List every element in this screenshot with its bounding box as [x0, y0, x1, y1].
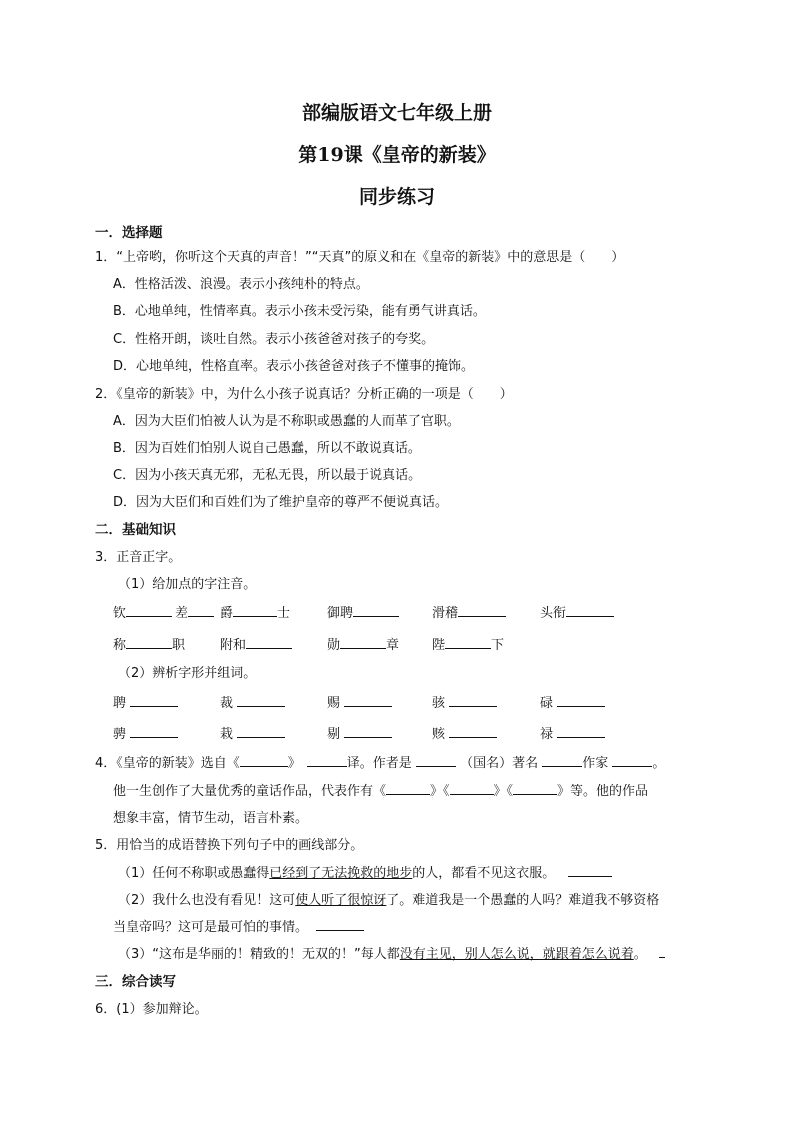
answer-blank[interactable] — [445, 634, 491, 649]
pinyin-word: 头衔 — [540, 606, 567, 621]
pinyin-item — [220, 634, 292, 653]
q5-text: （3）“这布是华丽的！精致的！无双的！”每人都 — [118, 947, 400, 962]
word-item — [432, 723, 497, 742]
lesson-title: 第19课《皇帝的新装》 — [298, 144, 496, 166]
underlined-phrase: 已经到了无法挽救的地步 — [269, 866, 413, 881]
answer-blank[interactable] — [316, 916, 364, 931]
word-item — [540, 723, 605, 742]
answer-blank[interactable] — [126, 602, 172, 617]
q4-text: 作家 — [582, 756, 609, 771]
word-char: 栽 — [220, 727, 234, 742]
question-3-sub1: （1）给加点的字注音。 — [118, 577, 257, 592]
pinyin-item — [220, 602, 290, 621]
question-3-sub2: （2）辨析字形并组词。 — [118, 666, 257, 681]
answer-blank[interactable] — [513, 780, 557, 795]
answer-blank[interactable] — [344, 692, 392, 707]
word-char: 赐 — [327, 696, 341, 711]
question-2-option-c: C．因为小孩天真无邪，无私无畏，所以最于说真话。 — [113, 468, 422, 483]
q5-text: 当皇帝吗？这可是最可怕的事情。 — [113, 920, 309, 935]
question-5-sentence-3 — [118, 943, 665, 962]
answer-blank[interactable] — [344, 723, 392, 738]
word-char: 骇 — [432, 696, 446, 711]
word-char: 剔 — [327, 727, 341, 742]
question-5-stem: 5．用恰当的成语替换下列句子中的画线部分。 — [95, 838, 364, 853]
question-2-option-b: B．因为百姓们怕别人说自己愚蠢，所以不敢说真话。 — [113, 441, 421, 456]
pinyin-item — [327, 634, 399, 653]
question-1-option-a: A．性格活泼、浪漫。表示小孩纯朴的特点。 — [113, 277, 369, 292]
answer-blank[interactable] — [449, 692, 497, 707]
question-2-option-a: A．因为大臣们怕被人认为是不称职或愚蠢的人而革了官职。 — [113, 414, 460, 429]
q4-text: 4．《皇帝的新装》选自《 — [95, 756, 240, 771]
q4-text: 》等。他的作品 — [557, 784, 649, 799]
q4-text: 》《 — [493, 784, 514, 799]
question-1-option-d: D．心地单纯，性格直率。表示小孩爸爸对孩子不懂事的掩饰。 — [113, 359, 475, 374]
q4-text: 》《 — [430, 784, 450, 799]
word-item — [540, 692, 605, 711]
section-heading-basics: 二．基础知识 — [95, 522, 176, 538]
exercise-title: 同步练习 — [358, 186, 435, 208]
answer-blank[interactable] — [130, 723, 178, 738]
question-5-sentence-1 — [118, 862, 612, 881]
question-5-sentence-2-cont — [113, 916, 364, 935]
q4-text: 》 — [287, 756, 301, 771]
pinyin-char: 勋 — [327, 638, 341, 653]
word-item — [113, 692, 178, 711]
answer-blank[interactable] — [130, 692, 178, 707]
answer-blank[interactable] — [340, 634, 386, 649]
word-char: 裁 — [220, 696, 234, 711]
word-char: 赅 — [432, 727, 446, 742]
answer-blank[interactable] — [246, 634, 292, 649]
q4-text: 。 — [652, 756, 666, 771]
q4-text: 译。作者是 — [346, 756, 412, 771]
answer-blank[interactable] — [566, 602, 614, 617]
pinyin-item — [432, 602, 506, 621]
word-item — [432, 692, 497, 711]
word-item — [220, 692, 285, 711]
q5-text: 的人，都看不见这衣服。 — [412, 866, 556, 881]
word-item — [327, 723, 392, 742]
pinyin-char: 钦 — [113, 606, 127, 621]
pinyin-item — [327, 602, 399, 621]
pinyin-word: 滑稽 — [432, 606, 459, 621]
question-1-option-b: B．心地单纯，性情率真。表示小孩未受污染，能有勇气讲真话。 — [113, 304, 486, 319]
question-1-option-c: C．性格开朗，谈吐自然。表示小孩爸爸对孩子的夸奖。 — [113, 332, 435, 347]
pinyin-char: 称 — [113, 638, 127, 653]
pinyin-char: 陛 — [432, 638, 446, 653]
q4-text: 他一生创作了大量优秀的童话作品，代表作有《 — [113, 784, 387, 799]
pinyin-char: 爵 — [220, 606, 234, 621]
answer-blank[interactable] — [416, 752, 456, 767]
answer-blank[interactable] — [557, 723, 605, 738]
question-4-line-1 — [95, 752, 665, 771]
answer-blank[interactable] — [353, 602, 399, 617]
underlined-phrase: 使人听了很惊讶 — [295, 893, 387, 908]
pinyin-word: 附和 — [220, 638, 247, 653]
answer-blank[interactable] — [449, 723, 497, 738]
answer-blank[interactable] — [237, 723, 285, 738]
answer-blank[interactable] — [568, 862, 612, 877]
word-item — [220, 723, 285, 742]
answer-blank[interactable] — [612, 752, 652, 767]
pinyin-item — [432, 634, 504, 653]
answer-blank[interactable] — [386, 780, 430, 795]
question-2-option-d: D．因为大臣们和百姓们为了维护皇帝的尊严不便说真话。 — [113, 495, 449, 510]
pinyin-char: 士 — [277, 606, 291, 621]
word-char: 骋 — [113, 727, 127, 742]
answer-blank[interactable] — [307, 752, 347, 767]
answer-blank[interactable] — [542, 752, 582, 767]
word-char: 碌 — [540, 696, 554, 711]
pinyin-item — [113, 634, 185, 653]
answer-blank[interactable] — [237, 692, 285, 707]
section-heading-choice: 一．选择题 — [95, 225, 163, 241]
doc-title: 部编版语文七年级上册 — [301, 102, 492, 124]
q4-text: （国名）著名 — [460, 756, 539, 771]
answer-blank[interactable] — [557, 692, 605, 707]
pinyin-word: 御聘 — [327, 606, 354, 621]
word-item — [113, 723, 178, 742]
answer-blank[interactable] — [240, 752, 288, 767]
q5-text: （2）我什么也没有看见！这可 — [118, 893, 296, 908]
answer-blank[interactable] — [126, 634, 172, 649]
q5-text: 了。难道我是一个愚蠢的人吗？难道我不够资格 — [386, 893, 660, 908]
pinyin-item — [113, 602, 172, 621]
question-4-line-3: 想象丰富，情节生动，语言朴素。 — [113, 811, 309, 826]
q5-text: （1）任何不称职或愚蠢得 — [118, 866, 270, 881]
answer-blank[interactable] — [659, 943, 665, 958]
q5-text: 。 — [633, 947, 647, 962]
question-3-stem: 3．正音正字。 — [95, 550, 182, 565]
word-char: 禄 — [540, 727, 554, 742]
question-6-stem: 6．(1）参加辩论。 — [95, 1002, 208, 1017]
question-4-line-2 — [113, 780, 648, 799]
answer-blank[interactable] — [450, 780, 494, 795]
pinyin-item — [540, 602, 614, 621]
pinyin-item — [175, 602, 214, 621]
word-item — [327, 692, 392, 711]
question-5-sentence-2 — [118, 889, 659, 908]
question-2-stem: 2．《皇帝的新装》中，为什么小孩子说真话？分析正确的一项是（ ） — [95, 387, 513, 402]
underlined-phrase: 没有主见，别人怎么说，就跟着怎么说着 — [399, 947, 634, 962]
pinyin-char: 职 — [172, 638, 186, 653]
question-1-stem: 1．“上帝哟，你听这个天真的声音！”“天真”的原义和在《皇帝的新装》中的意思是（ ） — [95, 250, 625, 265]
answer-blank[interactable] — [458, 602, 506, 617]
word-char: 聘 — [113, 696, 127, 711]
pinyin-char: 差 — [175, 606, 189, 621]
section-heading-reading: 三．综合读写 — [95, 974, 176, 990]
answer-blank[interactable] — [188, 602, 214, 617]
pinyin-char: 章 — [386, 638, 400, 653]
pinyin-char: 下 — [491, 638, 505, 653]
answer-blank[interactable] — [233, 602, 277, 617]
